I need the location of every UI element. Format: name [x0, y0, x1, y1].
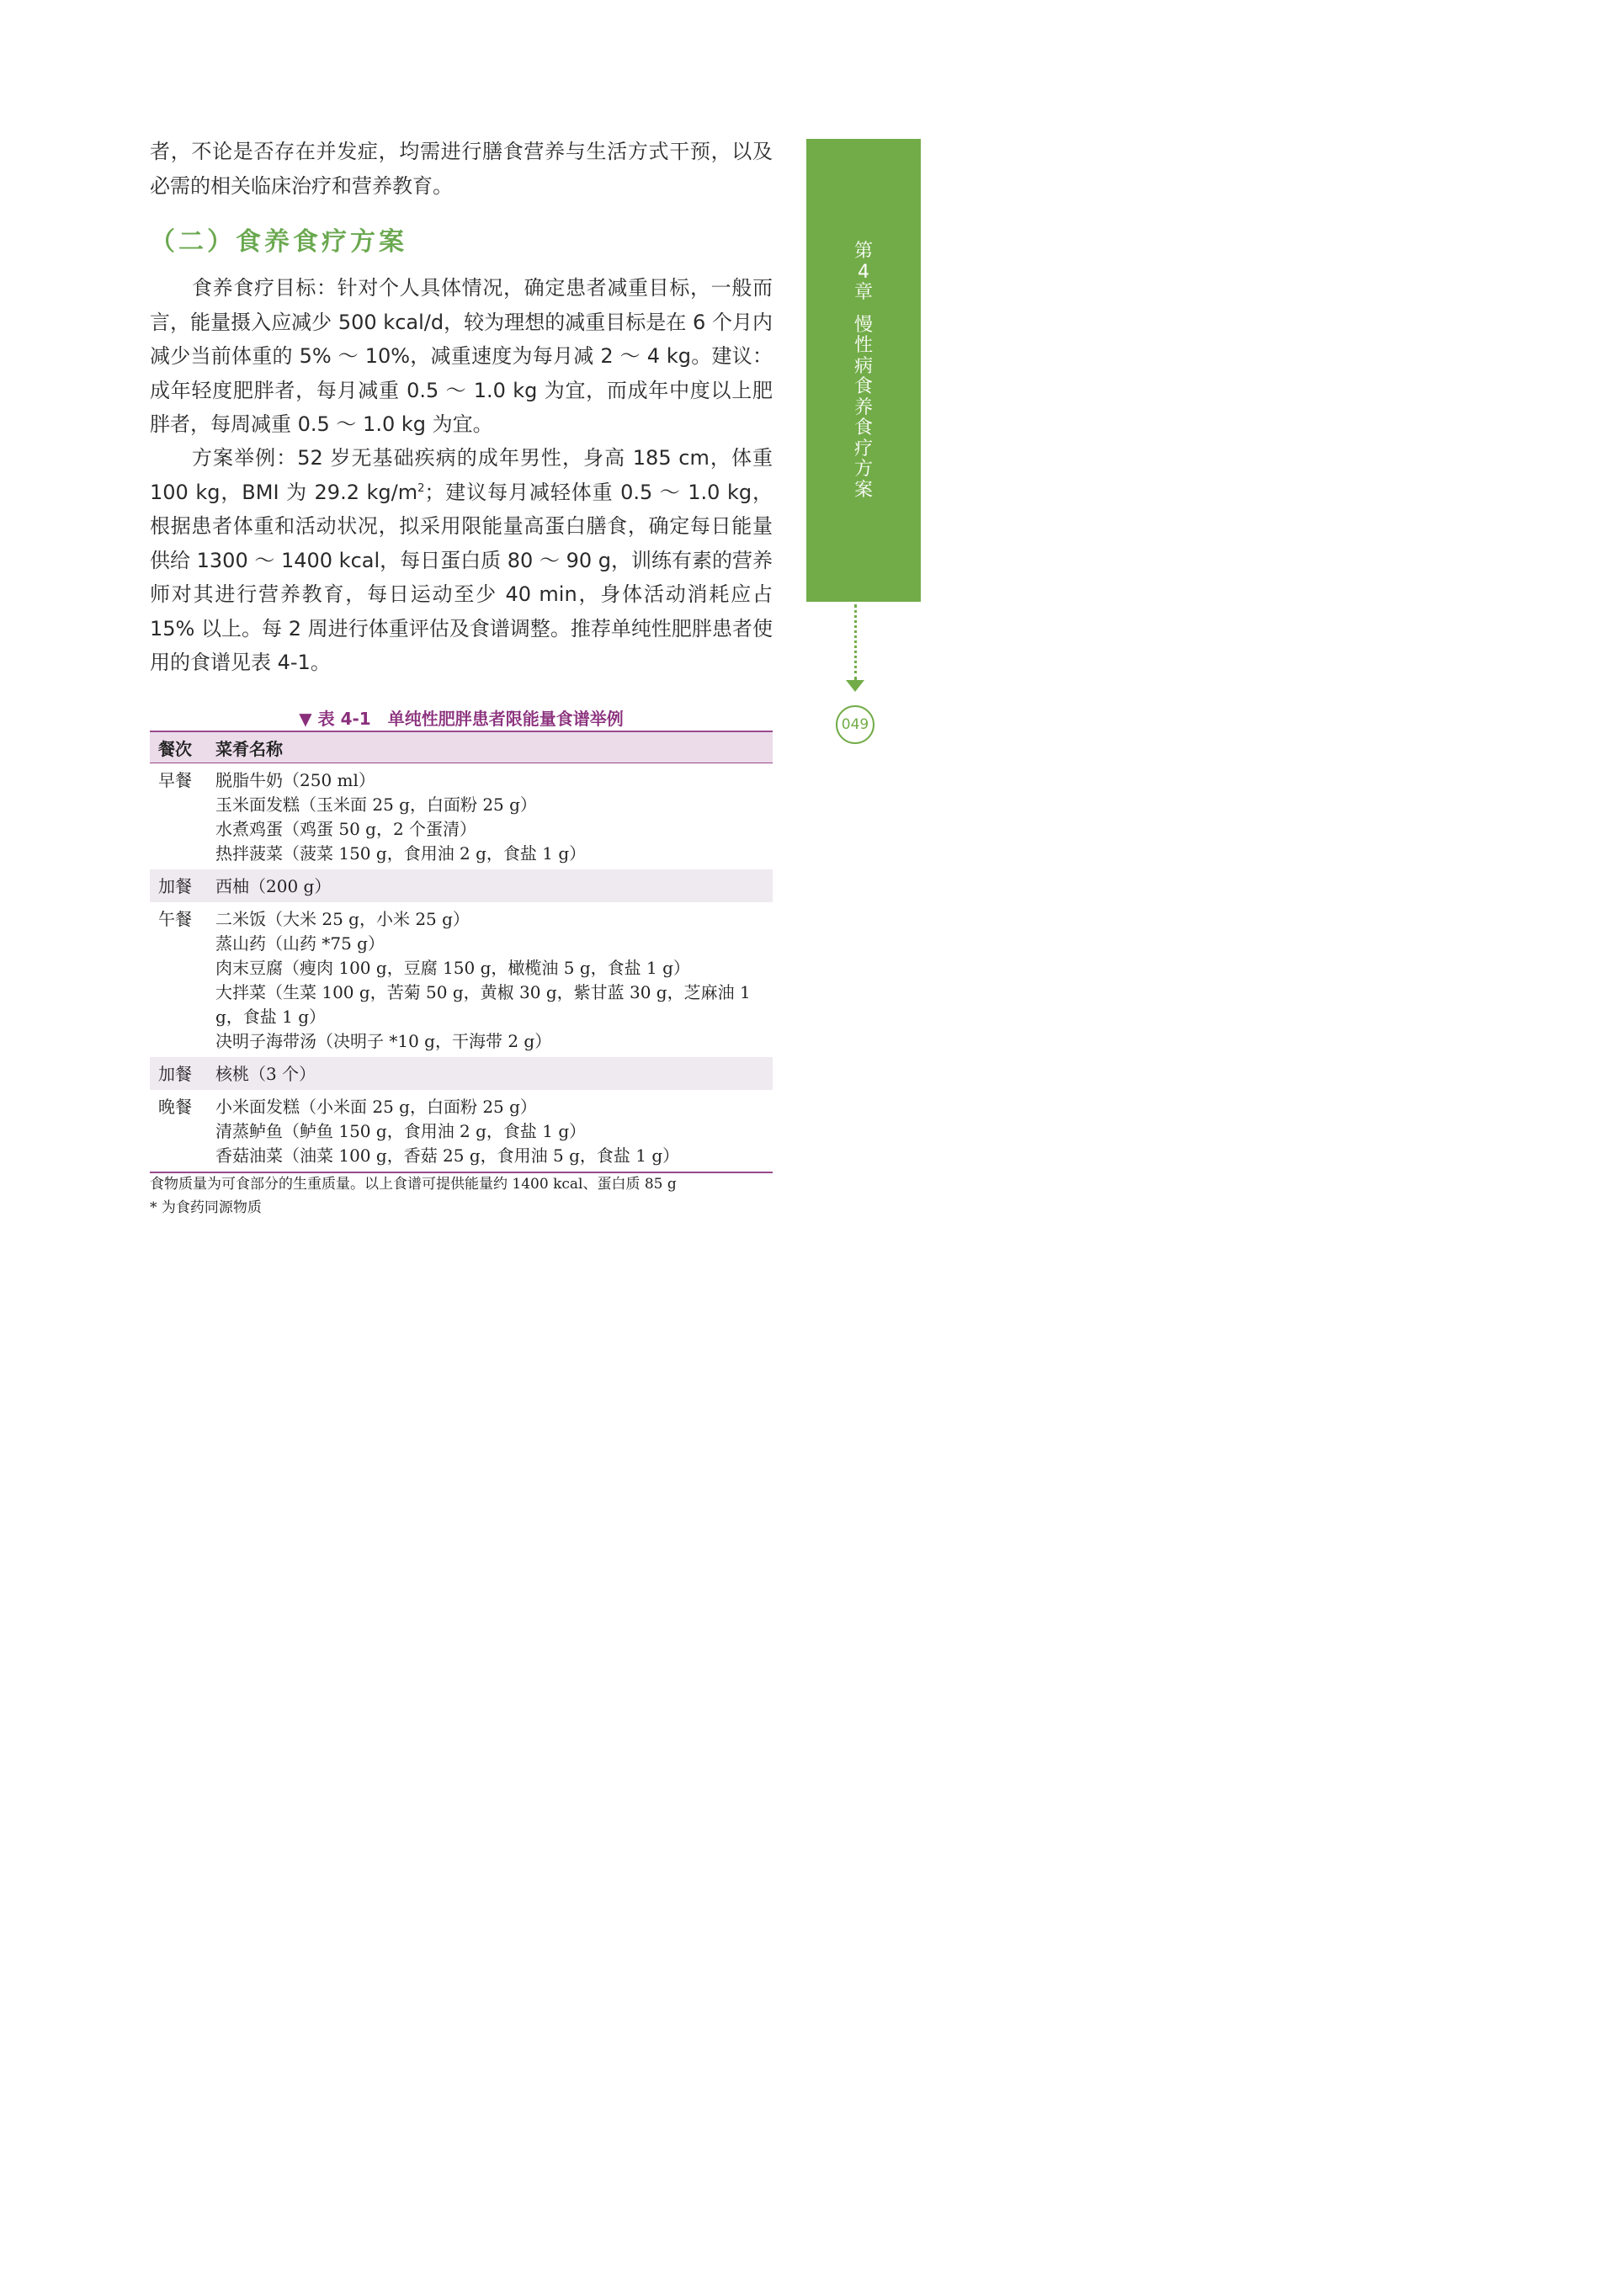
arrow-down-icon	[846, 680, 864, 692]
meal-cell: 加餐	[158, 1064, 192, 1084]
dish-item: 大拌菜（生菜 100 g，苦菊 50 g，黄椒 30 g，紫甘蓝 30 g，芝麻油 1 g，食盐 1 g）	[215, 982, 751, 1027]
dish-item: 小米面发糕（小米面 25 g，白面粉 25 g）	[215, 1097, 537, 1117]
dishes-cell	[207, 1057, 773, 1090]
dotted-connector	[854, 604, 857, 680]
chapter-label-char: 第	[853, 241, 873, 262]
chapter-title-char: 案	[853, 479, 873, 501]
meal-cell: 晚餐	[150, 1090, 207, 1172]
meal-cell: 午餐	[158, 909, 192, 929]
header-dishes: 菜肴名称	[207, 731, 773, 763]
chapter-title-char: 性	[853, 335, 873, 356]
chapter-title-char: 方	[853, 459, 873, 480]
table-header-row	[150, 731, 773, 763]
dish-item: 核桃（3 个）	[215, 1064, 316, 1084]
paragraph-example-part1: 方案举例：52 岁无基础疾病的成年男性，身高 185 cm，体重 100 kg，BMI 为 29.2 kg/m	[150, 446, 773, 504]
chapter-title-char: 慢	[853, 314, 873, 336]
paragraph-goal: 食养食疗目标：针对个人具体情况，确定患者减重目标，一般而言，能量摄入应减少 500 kcal/d，较为理想的减重目标是在 6 个月内减少当前体重的 5% ～ 10%，减重速度为每月减 2 ～ 4 kg。建议：成年轻度肥胖者，每月减重 0.5 ～ 1.0 kg 为宜，而成年中度以上肥胖者，每周减重 0.5 ～ 1.0 kg 为宜。	[150, 276, 773, 436]
table-caption: ▼ 表 4-1 单纯性肥胖患者限能量食谱举例	[299, 709, 624, 729]
meal-cell: 早餐	[158, 770, 192, 790]
table-row	[150, 869, 773, 902]
chapter-side-text	[806, 242, 921, 501]
table-row	[150, 1057, 773, 1090]
chapter-title-char: 食	[853, 376, 873, 397]
page-number: 049	[836, 705, 874, 744]
dish-item: 水煮鸡蛋（鸡蛋 50 g，2 个蛋清）	[215, 819, 477, 839]
dish-item: 清蒸鲈鱼（鲈鱼 150 g，食用油 2 g，食盐 1 g）	[215, 1121, 587, 1141]
chapter-title-char: 病	[853, 355, 873, 377]
dish-item: 西柚（200 g）	[215, 876, 332, 896]
table-footnote-asterisk: * 为食药同源物质	[150, 1199, 262, 1216]
dishes-cell	[207, 763, 773, 870]
dishes-cell	[207, 869, 773, 902]
chapter-side-tab	[806, 139, 921, 602]
paragraph-continuation: 者，不论是否存在并发症，均需进行膳食营养与生活方式干预，以及必需的相关临床治疗和营养教育。	[150, 140, 773, 198]
menu-table	[150, 731, 773, 1173]
table-row	[150, 763, 773, 870]
chapter-title-char: 养	[853, 396, 873, 418]
dish-item: 热拌菠菜（菠菜 150 g，食用油 2 g，食盐 1 g）	[215, 843, 587, 864]
dish-item: 香菇油菜（油菜 100 g，香菇 25 g，食用油 5 g，食盐 1 g）	[215, 1145, 680, 1166]
chapter-label-char: 章	[853, 282, 873, 303]
dishes-cell	[207, 902, 773, 1057]
chapter-title-char: 疗	[853, 438, 873, 460]
dish-item: 二米饭（大米 25 g，小米 25 g）	[215, 909, 470, 929]
table-row	[150, 902, 773, 1057]
chapter-label-char: 4	[858, 261, 869, 283]
table-row	[150, 1090, 773, 1172]
section-heading: （二）食养食疗方案	[150, 227, 407, 257]
superscript: 2	[417, 481, 425, 495]
paragraph-example-part2: ；建议每月减轻体重 0.5 ～ 1.0 kg，根据患者体重和活动状况，拟采用限能量高蛋白膳食，确定每日能量供给 1300 ～ 1400 kcal，每日蛋白质 80 ～ 90 g，训练有素的营养师对其进行营养教育，每日运动至少 40 min，身体活动消耗应占 15% 以上。每 2 周进行体重评估及食谱调整。推荐单纯性肥胖患者使用的食谱见表 4-1。	[150, 480, 773, 674]
dish-item: 蒸山药（山药 *75 g）	[215, 933, 385, 954]
dish-item: 玉米面发糕（玉米面 25 g，白面粉 25 g）	[215, 795, 537, 815]
header-meal: 餐次	[150, 731, 207, 763]
meal-cell: 加餐	[158, 876, 192, 896]
chapter-title-char: 食	[853, 417, 873, 438]
dish-item: 脱脂牛奶（250 ml）	[215, 770, 375, 790]
table-footnote: 食物质量为可食部分的生重质量。以上食谱可提供能量约 1400 kcal、蛋白质 85 g	[150, 1176, 677, 1193]
dish-item: 决明子海带汤（决明子 *10 g，干海带 2 g）	[215, 1031, 552, 1051]
dishes-cell	[207, 1090, 773, 1172]
dish-item: 肉末豆腐（瘦肉 100 g，豆腐 150 g，橄榄油 5 g，食盐 1 g）	[215, 958, 690, 978]
paragraph-example	[150, 441, 773, 680]
